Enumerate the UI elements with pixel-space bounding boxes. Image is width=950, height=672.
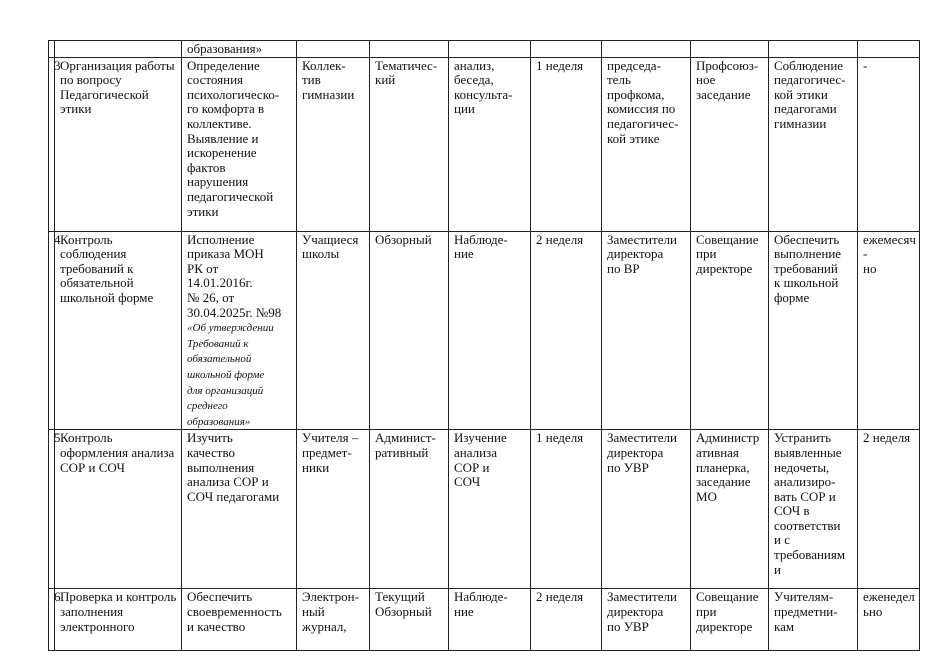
table-cell xyxy=(769,41,858,58)
table-row xyxy=(49,57,920,231)
control-method: Наблюде- ние xyxy=(449,589,531,651)
review-place: Администр ативная планерка, заседание МО xyxy=(691,430,769,589)
control-plan-table xyxy=(48,40,920,651)
control-term: 2 неделя xyxy=(531,231,602,430)
goal-text: Изучить качество выполнения анализа СОР и СОЧ педагогами xyxy=(187,430,280,504)
table-cell xyxy=(602,41,691,58)
control-goal xyxy=(182,430,297,589)
control-responsible: Заместители директора по УВР xyxy=(602,430,691,589)
repeat-control: 2 неделя xyxy=(858,430,920,589)
control-object: Коллек- тив гимназии xyxy=(297,57,370,231)
table-cell xyxy=(531,41,602,58)
row-number: 6 xyxy=(49,589,55,651)
control-type: Админист- ративный xyxy=(370,430,449,589)
row-number: 3 xyxy=(49,57,55,231)
goal-text: Исполнение приказа МОН РК от 14.01.2016г. № 26, от 30.04.2025г. №98 xyxy=(187,231,282,320)
control-type: Тематичес- кий xyxy=(370,57,449,231)
management-decision: Учителям- предметни- кам xyxy=(769,589,858,651)
table-cell: образования» xyxy=(182,41,297,58)
control-goal xyxy=(182,57,297,231)
control-goal xyxy=(182,589,297,651)
management-decision: Соблюдение педагогичес- кой этики педагогами гимназии xyxy=(769,57,858,231)
review-place: Совещание при директоре xyxy=(691,589,769,651)
goal-text: Обеспечить своевременность и качество xyxy=(187,589,282,634)
control-topic: Организация работы по вопросу Педагогической этики xyxy=(55,57,182,231)
table-cell xyxy=(297,41,370,58)
repeat-control: - xyxy=(858,57,920,231)
control-method: Изучение анализа СОР и СОЧ xyxy=(449,430,531,589)
review-place: Совещание при директоре xyxy=(691,231,769,430)
goal-italic-text: «Об утверждении Требований к обязательной школьной форме для организаций среднего образования» xyxy=(187,322,274,428)
control-method: Наблюде- ние xyxy=(449,231,531,430)
table-row xyxy=(49,231,920,430)
management-decision: Обеспечить выполнение требований к школьной форме xyxy=(769,231,858,430)
management-decision: Устранить выявленные недочеты, анализиро- вать СОР и СОЧ в соответстви и с требованиям и xyxy=(769,430,858,589)
control-term: 2 неделя xyxy=(531,589,602,651)
control-term: 1 неделя xyxy=(531,57,602,231)
control-term: 1 неделя xyxy=(531,430,602,589)
table-cell xyxy=(691,41,769,58)
repeat-control: еженедел ьно xyxy=(858,589,920,651)
control-responsible: председа- тель профкома, комиссия по педагогичес- кой этике xyxy=(602,57,691,231)
control-topic: Контроль соблюдения требований к обязательной школьной форме xyxy=(55,231,182,430)
repeat-control: ежемесяч- но xyxy=(858,231,920,430)
table-cell xyxy=(370,41,449,58)
table-row xyxy=(49,430,920,589)
table-row-continuation xyxy=(49,41,920,58)
row-number: 5 xyxy=(49,430,55,589)
table-cell xyxy=(449,41,531,58)
control-object: Электрон- ный журнал, xyxy=(297,589,370,651)
control-responsible: Заместители директора по ВР xyxy=(602,231,691,430)
row-number: 4 xyxy=(49,231,55,430)
table-row xyxy=(49,589,920,651)
control-responsible: Заместители директора по УВР xyxy=(602,589,691,651)
control-object: Учителя – предмет- ники xyxy=(297,430,370,589)
control-type: Текущий Обзорный xyxy=(370,589,449,651)
table-cell xyxy=(858,41,920,58)
goal-text: Определение состояния психологическо- го комфорта в коллективе. Выявление и искоренение фактов нарушения педагогической этики xyxy=(187,57,280,219)
control-topic: Проверка и контроль заполнения электронного xyxy=(55,589,182,651)
control-method: анализ, беседа, консульта- ции xyxy=(449,57,531,231)
table-cell xyxy=(55,41,182,58)
control-type: Обзорный xyxy=(370,231,449,430)
control-topic: Контроль оформления анализа СОР и СОЧ xyxy=(55,430,182,589)
control-goal xyxy=(182,231,297,430)
control-object: Учащиеся школы xyxy=(297,231,370,430)
review-place: Профсоюз- ное заседание xyxy=(691,57,769,231)
